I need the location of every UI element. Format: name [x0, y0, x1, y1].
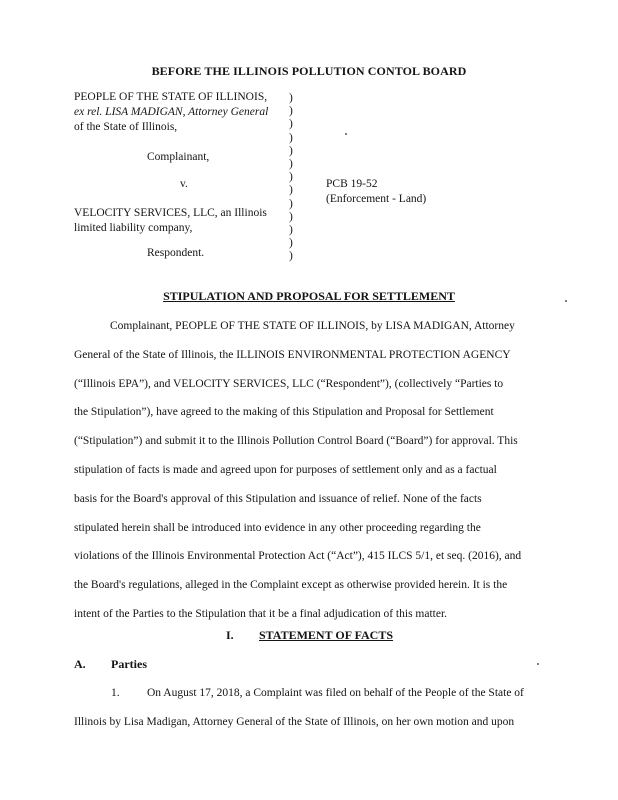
- paragraph-number: 1.: [111, 687, 120, 699]
- subsection-title: Parties: [111, 657, 147, 671]
- case-number: PCB 19-52: [326, 178, 378, 190]
- caption-respondent-line: VELOCITY SERVICES, LLC, an Illinois: [74, 207, 267, 219]
- intro-line: the Stipulation”), have agreed to the making of this Stipulation and Proposal for Settlement: [74, 406, 494, 419]
- intro-line: (“Illinois EPA”), and VELOCITY SERVICES, LLC (“Respondent”), (collectively “Parties to: [74, 377, 504, 390]
- intro-line: basis for the Board's approval of this Stipulation and issuance of relief. None of the facts: [74, 492, 482, 505]
- intro-line: stipulated herein shall be introduced into evidence in any other proceeding regarding the: [74, 521, 481, 534]
- intro-paragraph: [74, 312, 544, 629]
- caption-plaintiff-line: ex rel. LISA MADIGAN, Attorney General: [74, 106, 269, 118]
- intro-line: intent of the Parties to the Stipulation that it be a final adjudication of this matter.: [74, 607, 448, 620]
- document-title: STIPULATION AND PROPOSAL FOR SETTLEMENT: [163, 289, 455, 303]
- case-type: (Enforcement - Land): [326, 193, 427, 205]
- caption-plaintiff-line: PEOPLE OF THE STATE OF ILLINOIS,: [74, 91, 268, 103]
- caption-respondent-label: Respondent.: [147, 247, 205, 259]
- scan-speck: [565, 300, 567, 302]
- intro-line: (“Stipulation”) and submit it to the Illinois Pollution Control Board (“Board”) for approval. This: [74, 435, 518, 448]
- intro-line: violations of the Illinois Environmental Protection Act (“Act”), 415 ILCS 5/1, et seq. (2016), and: [74, 550, 522, 563]
- section-number: I.: [226, 628, 234, 642]
- subsection-letter: A.: [74, 657, 86, 671]
- section-title: STATEMENT OF FACTS: [259, 628, 394, 642]
- intro-line: the Board's regulations, alleged in the Complaint except as otherwise provided herein. It is the: [74, 579, 508, 592]
- paragraph-line: On August 17, 2018, a Complaint was filed on behalf of the People of the State of: [147, 687, 524, 699]
- caption-complainant-label: Complainant,: [147, 151, 210, 163]
- caption-versus: v.: [180, 178, 188, 190]
- paragraph-line: Illinois by Lisa Madigan, Attorney General of the State of Illinois, on her own motion and upon: [74, 716, 515, 728]
- intro-line: Complainant, PEOPLE OF THE STATE OF ILLINOIS, by LISA MADIGAN, Attorney: [110, 320, 515, 332]
- caption-plaintiff: [74, 90, 268, 135]
- caption-bracket: ) ) ) ) ) ) ) ) ) ) ) ) ): [289, 92, 293, 263]
- intro-line: General of the State of Illinois, the ILLINOIS ENVIRONMENTAL PROTECTION AGENCY: [74, 348, 511, 361]
- caption-respondent: [74, 206, 267, 236]
- caption-respondent-line: limited liability company,: [74, 222, 193, 234]
- scan-speck: [537, 663, 539, 665]
- scan-speck: [345, 133, 347, 135]
- intro-line: stipulation of facts is made and agreed upon for purposes of settlement only and as a factual: [74, 463, 497, 476]
- caption-plaintiff-line: of the State of Illinois,: [74, 121, 178, 133]
- board-title: BEFORE THE ILLINOIS POLLUTION CONTOL BOARD: [151, 64, 467, 78]
